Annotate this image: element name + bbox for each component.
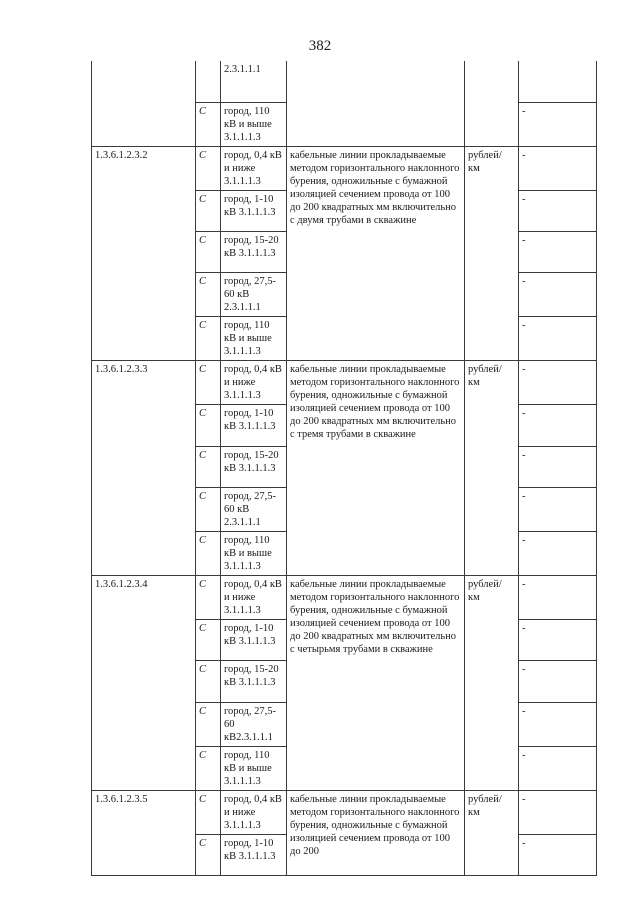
row-type: C <box>196 746 221 790</box>
row-type: C <box>196 232 221 273</box>
item-code: 1.3.6.1.2.3.2 <box>92 146 196 361</box>
row-value: - <box>519 273 597 317</box>
row-location: город, 15-20 кВ 3.1.1.1.3 <box>221 446 287 487</box>
table-row <box>92 61 597 102</box>
row-value: - <box>519 487 597 531</box>
row-location: город, 0,4 кВ и ниже 3.1.1.1.3 <box>221 575 287 619</box>
row-location: город, 110 кВ и выше 3.1.1.1.3 <box>221 317 287 361</box>
row-value: - <box>519 661 597 702</box>
row-location: 2.3.1.1.1 <box>221 61 287 102</box>
row-location: город, 110 кВ и выше 3.1.1.1.3 <box>221 746 287 790</box>
row-type: C <box>196 661 221 702</box>
table-row <box>92 790 597 834</box>
row-type: C <box>196 834 221 875</box>
row-type: C <box>196 405 221 446</box>
row-location: город, 1-10 кВ 3.1.1.1.3 <box>221 405 287 446</box>
item-description: кабельные линии прокладываемые методом горизонтального наклонного бурения, одножильные с бумажной изоляцией сечением провода от 100 до 200 квадратных мм включительно с тремя трубами в скважине <box>287 361 465 576</box>
row-location: город, 0,4 кВ и ниже 3.1.1.1.3 <box>221 790 287 834</box>
row-type: C <box>196 487 221 531</box>
table-row <box>92 146 597 190</box>
row-location: город, 15-20 кВ 3.1.1.1.3 <box>221 661 287 702</box>
item-unit: рублей/ км <box>465 146 519 361</box>
row-type: C <box>196 790 221 834</box>
item-code: 1.3.6.1.2.3.4 <box>92 575 196 790</box>
row-value: - <box>519 317 597 361</box>
item-unit: рублей/ км <box>465 790 519 875</box>
row-location: город, 0,4 кВ и ниже 3.1.1.1.3 <box>221 146 287 190</box>
row-value: - <box>519 405 597 446</box>
row-value: - <box>519 531 597 575</box>
item-description <box>287 61 465 146</box>
row-location: город, 1-10 кВ 3.1.1.1.3 <box>221 619 287 660</box>
row-type <box>196 61 221 102</box>
row-type: C <box>196 146 221 190</box>
row-value <box>519 61 597 102</box>
row-type: C <box>196 317 221 361</box>
row-location: город, 27,5-60 кВ 2.3.1.1.1 <box>221 273 287 317</box>
page-number: 382 <box>308 38 332 54</box>
table-body <box>92 61 597 875</box>
table-row <box>92 575 597 619</box>
row-value: - <box>519 702 597 746</box>
row-location: город, 27,5-60 кВ2.3.1.1.1 <box>221 702 287 746</box>
item-description: кабельные линии прокладываемые методом горизонтального наклонного бурения, одножильные с бумажной изоляцией сечением провода от 100 до 200 <box>287 790 465 875</box>
row-value: - <box>519 190 597 231</box>
row-type: C <box>196 702 221 746</box>
row-value: - <box>519 361 597 405</box>
row-location: город, 27,5-60 кВ 2.3.1.1.1 <box>221 487 287 531</box>
row-type: C <box>196 273 221 317</box>
row-value: - <box>519 619 597 660</box>
tariff-table <box>91 61 597 876</box>
item-code <box>92 61 196 146</box>
item-code: 1.3.6.1.2.3.5 <box>92 790 196 875</box>
row-value: - <box>519 232 597 273</box>
item-description: кабельные линии прокладываемые методом горизонтального наклонного бурения, одножильные с бумажной изоляцией сечением провода от 100 до 200 квадратных мм включительно с двумя трубами в скважине <box>287 146 465 361</box>
row-type: C <box>196 102 221 146</box>
row-location: город, 0,4 кВ и ниже 3.1.1.1.3 <box>221 361 287 405</box>
table-row <box>92 361 597 405</box>
item-description: кабельные линии прокладываемые методом горизонтального наклонного бурения, одножильные с бумажной изоляцией сечением провода от 100 до 200 квадратных мм включительно с четырьмя трубами в скважине <box>287 575 465 790</box>
row-value: - <box>519 790 597 834</box>
row-type: C <box>196 446 221 487</box>
row-type: C <box>196 190 221 231</box>
item-code: 1.3.6.1.2.3.3 <box>92 361 196 576</box>
row-value: - <box>519 146 597 190</box>
row-value: - <box>519 575 597 619</box>
row-location: город, 110 кВ и выше 3.1.1.1.3 <box>221 531 287 575</box>
item-unit <box>465 61 519 146</box>
row-value: - <box>519 102 597 146</box>
row-type: C <box>196 361 221 405</box>
row-type: C <box>196 575 221 619</box>
row-value: - <box>519 746 597 790</box>
row-location: город, 1-10 кВ 3.1.1.1.3 <box>221 190 287 231</box>
row-value: - <box>519 446 597 487</box>
row-location: город, 110 кВ и выше 3.1.1.1.3 <box>221 102 287 146</box>
item-unit: рублей/ км <box>465 361 519 576</box>
item-unit: рублей/ км <box>465 575 519 790</box>
row-type: C <box>196 619 221 660</box>
row-value: - <box>519 834 597 875</box>
row-location: город, 15-20 кВ 3.1.1.1.3 <box>221 232 287 273</box>
row-type: C <box>196 531 221 575</box>
row-location: город, 1-10 кВ 3.1.1.1.3 <box>221 834 287 875</box>
